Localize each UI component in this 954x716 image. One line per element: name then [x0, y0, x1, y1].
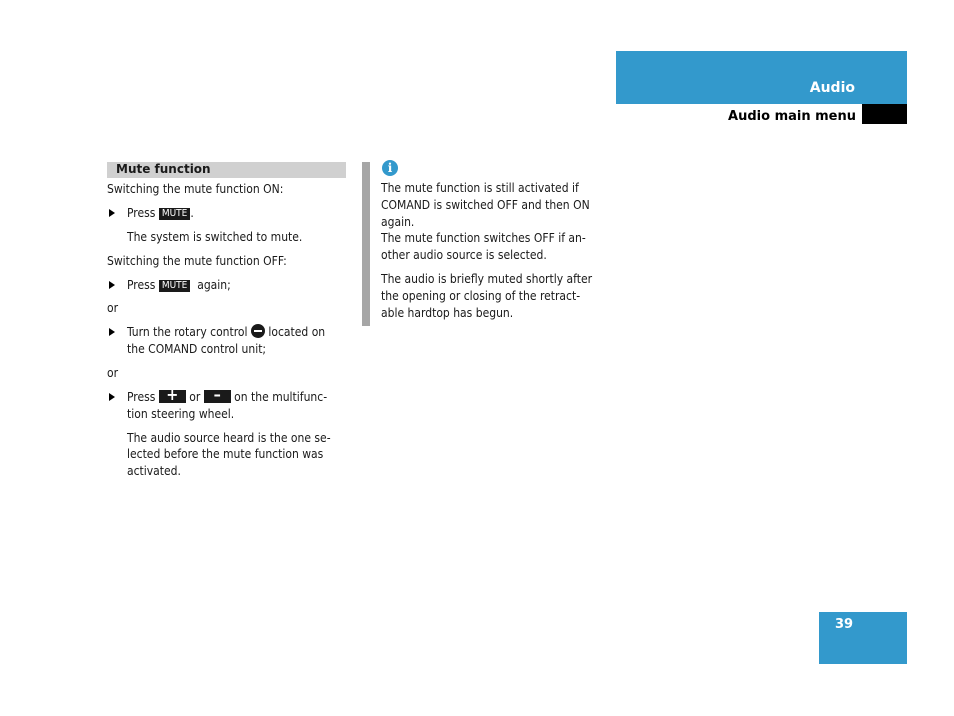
on-step-end: .	[190, 206, 194, 220]
result-line-2: lected before the mute function was	[127, 447, 324, 461]
info-p1-line-3: again.	[381, 215, 415, 229]
or-text: or	[107, 301, 119, 315]
section-heading-bar	[107, 162, 346, 178]
info-p1-line-4: The mute function switches OFF if an-	[381, 231, 586, 245]
chapter-title: Audio	[809, 80, 855, 96]
on-step-press: Press	[127, 206, 156, 220]
rotary-control-icon	[251, 324, 265, 338]
press-line-2: tion steering wheel.	[127, 407, 235, 421]
press-text-b: on the multifunc-	[234, 390, 328, 404]
info-p1-line-2: COMAND is switched OFF and then ON	[381, 198, 590, 212]
info-p2-line-2: the opening or closing of the retract-	[381, 289, 581, 303]
off-step-press: Press	[127, 278, 156, 292]
or-text: or	[107, 366, 119, 380]
info-p1-line-1: The mute function is still activated if	[381, 181, 579, 195]
press-line-1	[127, 385, 328, 406]
mute-key: MUTE	[159, 280, 191, 292]
rotary-text-b: located on	[268, 325, 326, 339]
section-heading: Mute function	[116, 162, 211, 176]
minus-key-icon	[204, 385, 231, 404]
page-number-box	[819, 612, 907, 664]
on-heading: Switching the mute function ON:	[107, 182, 284, 196]
info-p1-line-5: other audio source is selected.	[381, 248, 547, 262]
minus-symbol: –	[213, 385, 221, 404]
press-or: or	[189, 390, 201, 404]
bullet-arrow	[109, 281, 115, 289]
plus-symbol: +	[166, 385, 179, 404]
result-line-3: activated.	[127, 464, 181, 478]
bullet-arrow	[109, 393, 115, 401]
on-result: The system is switched to mute.	[127, 230, 303, 244]
mute-key: MUTE	[159, 208, 191, 220]
info-side-bar	[362, 162, 370, 326]
result-line-1: The audio source heard is the one se-	[127, 431, 331, 445]
on-step	[127, 205, 194, 222]
info-p2-line-3: able hardtop has begun.	[381, 306, 514, 320]
rotary-line-1	[127, 324, 325, 341]
page-number: 39	[835, 617, 854, 632]
info-icon: i	[382, 160, 398, 176]
info-p2-line-1: The audio is briefly muted shortly after	[381, 272, 593, 286]
chapter-tab	[616, 51, 907, 104]
off-heading: Switching the mute function OFF:	[107, 254, 287, 268]
plus-key-icon	[159, 385, 186, 404]
off-step-end: again;	[197, 278, 231, 292]
section-title: Audio main menu	[728, 109, 856, 124]
rotary-text-a: Turn the rotary control	[127, 325, 248, 339]
bullet-arrow	[109, 328, 115, 336]
section-marker	[862, 104, 907, 124]
bullet-arrow	[109, 209, 115, 217]
off-step	[127, 277, 231, 294]
rotary-line-2: the COMAND control unit;	[127, 342, 267, 356]
press-text: Press	[127, 390, 156, 404]
